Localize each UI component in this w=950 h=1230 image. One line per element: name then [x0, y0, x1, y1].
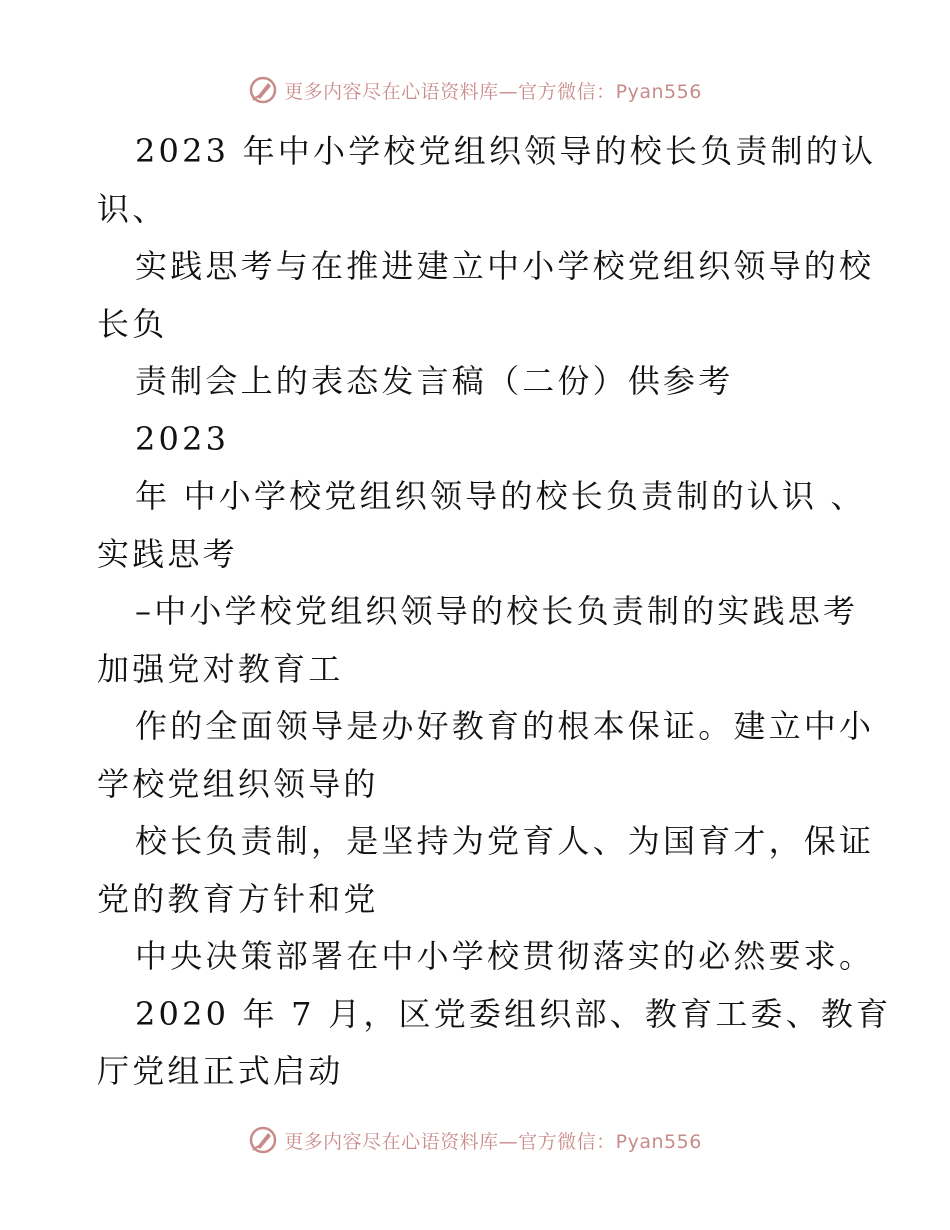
footer-watermark-text: 更多内容尽在心语资料库—官方微信：Pyan556: [284, 1130, 702, 1153]
body-line-8: 实践思考: [97, 534, 238, 573]
body-line-13: 校长负责制，是坚持为党育人、为国育才，保证: [135, 822, 875, 860]
body-line-14: 党的教育方针和党: [97, 879, 379, 918]
body-line-15: 中央决策部署在中小学校贯彻落实的必然要求。: [135, 937, 875, 975]
body-line-6: 2023: [135, 419, 230, 458]
header-watermark-text: 更多内容尽在心语资料库—官方微信：Pyan556: [284, 80, 702, 103]
header-watermark: [0, 70, 950, 110]
body-line-10: 加强党对教育工: [97, 649, 344, 688]
body-line-11: 作的全面领导是办好教育的根本保证。建立中小: [135, 707, 875, 745]
document-body: [97, 123, 892, 1101]
body-line-12: 学校党组织领导的: [97, 764, 379, 803]
body-line-7: 年 中小学校党组织领导的校长负责制的认识 、: [135, 477, 866, 515]
body-line-16: 2020 年 7 月，区党委组织部、教育工委、教育: [135, 994, 892, 1033]
quill-pen-logo-icon: [248, 1125, 278, 1155]
quill-pen-logo-icon: [248, 75, 278, 105]
title-line-3: 实践思考与在推进建立中小学校党组织领导的校: [135, 247, 875, 285]
body-line-9: –中小学校党组织领导的校长负责制的实践思考: [135, 592, 859, 630]
footer-watermark: [0, 1120, 950, 1160]
title-line-2: 识、: [97, 189, 168, 228]
title-line-4: 长负: [97, 304, 168, 343]
title-line-5: 责制会上的表态发言稿（二份）供参考: [135, 362, 734, 400]
title-line-1: 2023 年中小学校党组织领导的校长负责制的认: [135, 132, 877, 170]
body-line-17: 厅党组正式启动: [97, 1052, 344, 1090]
